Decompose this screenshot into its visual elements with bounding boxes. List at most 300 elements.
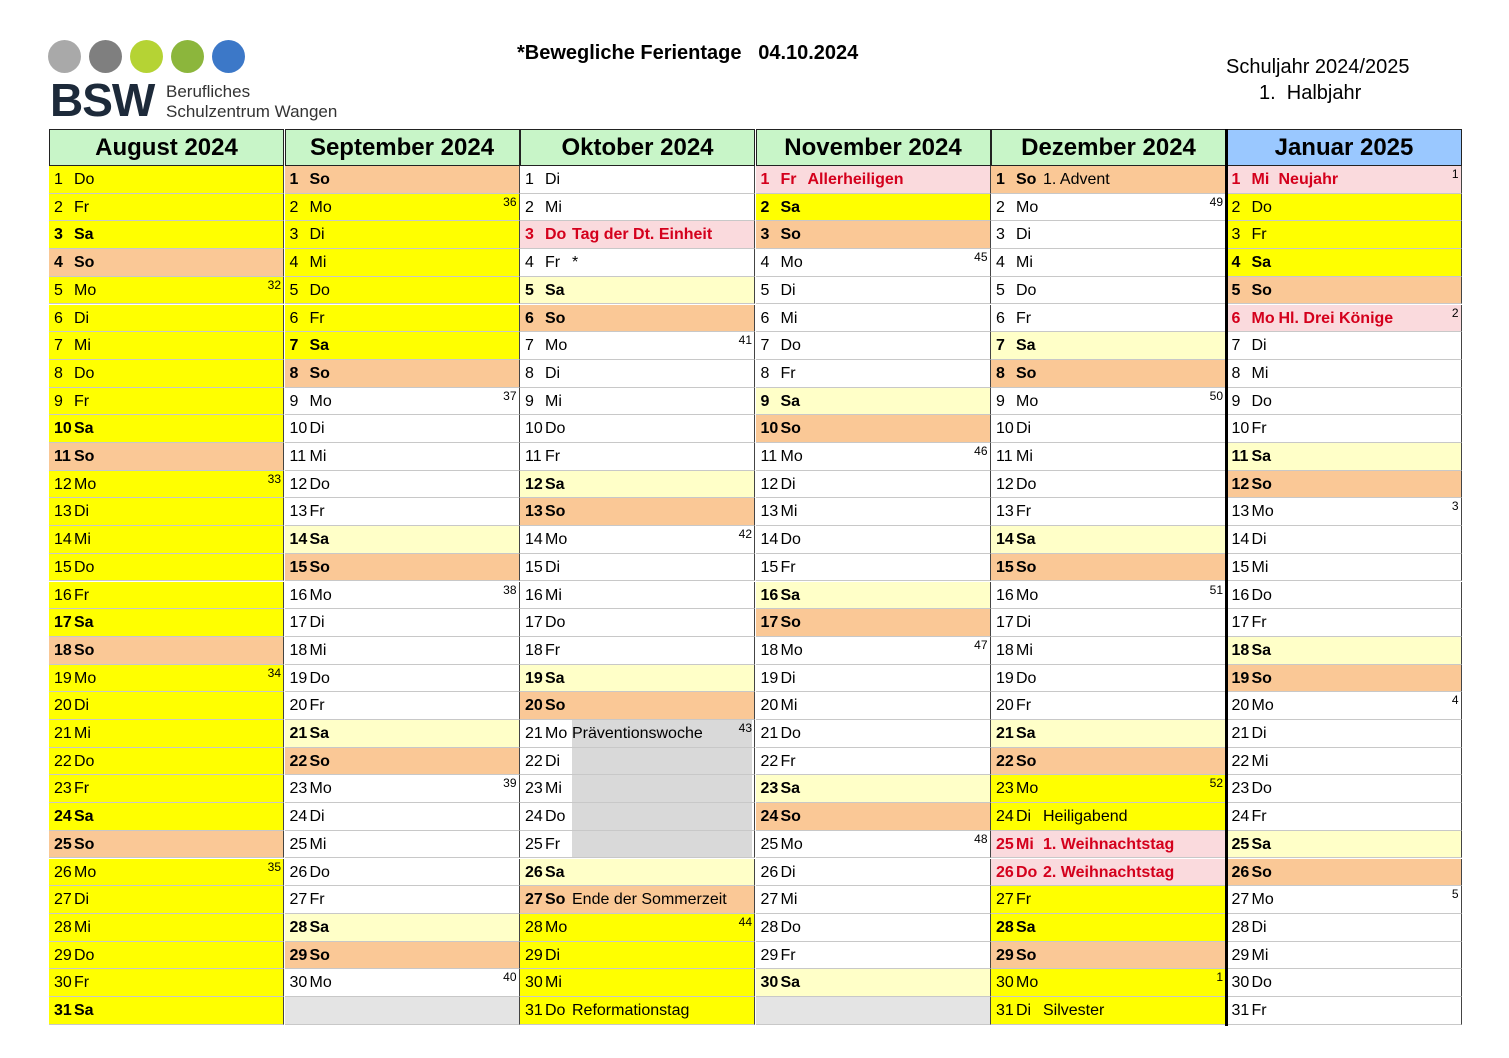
weekday: Do (74, 946, 95, 964)
day-number-weekday (996, 332, 1036, 359)
day-number: 10 (760, 420, 779, 438)
weekday: Do (1251, 780, 1272, 798)
day-number-weekday (54, 471, 96, 498)
calendar-week-number: 37 (503, 388, 517, 403)
weekday: So (309, 364, 330, 382)
logo-dot-3 (130, 40, 163, 73)
day-number-weekday (996, 526, 1036, 553)
day-number: 2 (289, 198, 299, 216)
day-number: 4 (54, 254, 63, 272)
day-cell (1227, 471, 1462, 499)
half-year-separator (1225, 129, 1228, 1026)
month-column (520, 129, 755, 1026)
weekday: Mo (1016, 586, 1039, 604)
day-number: 26 (289, 863, 308, 881)
day-cell (756, 443, 991, 471)
day-number: 15 (1231, 558, 1250, 576)
schuljahr-line2: 1. Halbjahr (1259, 82, 1362, 104)
day-label: Reformationstag (572, 1002, 690, 1019)
day-cell (991, 415, 1226, 443)
weekday: So (545, 503, 566, 521)
day-cell (285, 526, 520, 554)
day-number-weekday (1232, 388, 1272, 415)
day-number: 1 (1231, 171, 1241, 188)
day-number-weekday (290, 249, 327, 276)
day-cell (991, 388, 1226, 416)
day-number-weekday (996, 775, 1038, 802)
day-cell (991, 277, 1226, 305)
day-number: 10 (54, 420, 72, 438)
day-number-weekday (761, 249, 803, 276)
day-number: 8 (996, 364, 1005, 382)
day-cell (49, 942, 284, 970)
day-cell (285, 886, 520, 914)
day-number: 24 (996, 808, 1014, 826)
day-number: 9 (54, 392, 63, 410)
month-column (285, 129, 520, 1026)
day-cell (285, 471, 520, 499)
day-cell (991, 942, 1226, 970)
calendar-week-number: 38 (503, 582, 517, 597)
weekday: Mi (780, 697, 798, 715)
day-number: 3 (1231, 226, 1241, 244)
day-number-weekday (1232, 609, 1267, 636)
day-number: 20 (289, 697, 308, 715)
day-number-weekday (996, 166, 1036, 193)
weekday: So (780, 614, 801, 632)
day-number-weekday (525, 249, 560, 276)
day-cell (285, 775, 520, 803)
calendar-week-number: 51 (1209, 582, 1223, 597)
month-header: August 2024 (49, 129, 284, 166)
day-number: 6 (289, 309, 299, 327)
calendar-week-number: 42 (738, 527, 752, 542)
day-cell (285, 388, 520, 416)
weekday: Mo (545, 337, 568, 355)
day-number-weekday (290, 360, 330, 387)
day-number: 1 (525, 171, 534, 188)
weekday: Mi (74, 337, 91, 355)
day-number-weekday (525, 748, 560, 775)
day-cell (1227, 637, 1462, 665)
day-number: 18 (54, 641, 72, 659)
month-header: September 2024 (285, 129, 520, 166)
day-number: 24 (289, 808, 308, 826)
day-number: 18 (525, 641, 543, 659)
weekday: So (1016, 752, 1037, 770)
day-number: 21 (525, 725, 543, 742)
weekday: Di (1016, 420, 1032, 438)
day-cell (520, 388, 755, 416)
day-number: 15 (760, 558, 779, 576)
weekday: Sa (780, 392, 801, 410)
weekday: Mi (545, 974, 562, 992)
day-number-weekday (1232, 665, 1272, 692)
day-number-weekday (996, 443, 1033, 470)
weekday: Sa (545, 475, 565, 493)
day-cell (49, 277, 284, 305)
day-cell (49, 665, 284, 693)
day-number-weekday (54, 443, 94, 470)
day-number: 18 (760, 641, 779, 659)
day-cell (756, 692, 991, 720)
day-number-weekday (525, 305, 565, 332)
day-cell (991, 775, 1226, 803)
day-cell (285, 969, 520, 997)
day-cell (991, 969, 1226, 997)
calendar-grid (49, 129, 1462, 1026)
day-cell (49, 443, 284, 471)
day-cell (756, 471, 991, 499)
calendar-week-number: 47 (974, 637, 988, 652)
day-number: 19 (1231, 669, 1250, 687)
weekday: Sa (780, 780, 801, 798)
day-cell (1227, 582, 1462, 610)
day-number-weekday (1232, 969, 1272, 996)
praevention-band (572, 748, 752, 775)
day-number-weekday (761, 692, 798, 719)
day-number: 6 (996, 309, 1005, 327)
day-cell (991, 803, 1226, 831)
day-cell (1227, 166, 1462, 194)
day-number-weekday (54, 665, 96, 692)
day-cell (1227, 665, 1462, 693)
day-number-weekday (290, 942, 330, 969)
day-number: 5 (54, 281, 63, 299)
day-number-weekday (996, 886, 1031, 913)
calendar-week-number: 40 (503, 970, 517, 985)
day-number: 30 (1231, 974, 1250, 992)
day-number: 3 (289, 226, 299, 244)
day-cell (1227, 803, 1462, 831)
day-cell (49, 498, 284, 526)
day-number-weekday (761, 997, 781, 1024)
day-number: 16 (525, 586, 543, 604)
weekday: Sa (1251, 448, 1272, 465)
weekday: Mi (1016, 835, 1034, 853)
day-number: 4 (289, 254, 299, 272)
day-number-weekday (525, 415, 565, 442)
day-number: 17 (760, 614, 779, 632)
schuljahr-info (1226, 54, 1409, 106)
day-number-weekday (54, 637, 94, 664)
day-number: 9 (1231, 392, 1241, 410)
day-number: 23 (289, 780, 308, 798)
day-number-weekday (1232, 637, 1272, 664)
day-number: 16 (289, 586, 308, 604)
day-cell (285, 859, 520, 887)
day-number-weekday (761, 609, 801, 636)
day-number-weekday (761, 498, 798, 525)
day-number: 5 (1231, 281, 1241, 299)
day-number: 8 (54, 364, 63, 382)
day-number-weekday (1232, 582, 1272, 609)
day-cell (520, 360, 755, 388)
day-number-weekday (1232, 720, 1267, 747)
day-cell (285, 831, 520, 859)
day-label: Hl. Drei Könige (1278, 309, 1394, 327)
weekday: Sa (1016, 725, 1036, 742)
day-cell (49, 859, 284, 887)
day-cell (520, 277, 755, 305)
day-cell (49, 166, 284, 194)
logo-dot-1 (48, 40, 81, 73)
schuljahr-line1: Schuljahr 2024/2025 (1226, 56, 1410, 78)
day-number: 25 (1231, 835, 1250, 853)
day-cell (1227, 388, 1462, 416)
day-number-weekday (525, 775, 562, 802)
weekday: Fr (545, 448, 561, 465)
weekday: Di (1251, 531, 1267, 549)
calendar-week-number: 49 (1209, 194, 1223, 209)
day-cell (756, 194, 991, 222)
day-number-weekday (54, 997, 94, 1024)
weekday: Sa (74, 808, 94, 826)
day-cell (520, 831, 755, 859)
calendar-week-number: 34 (267, 665, 281, 680)
weekday: Di (1016, 808, 1032, 826)
weekday: Fr (1251, 226, 1267, 244)
weekday: Fr (1251, 614, 1267, 632)
day-cell (285, 415, 520, 443)
day-number: 5 (760, 281, 770, 299)
day-number-weekday (1232, 803, 1267, 830)
weekday: So (1016, 171, 1037, 188)
day-number: 18 (1231, 641, 1250, 659)
day-number-weekday (996, 637, 1033, 664)
day-cell (520, 471, 755, 499)
day-number: 26 (54, 863, 72, 881)
day-cell (1227, 443, 1462, 471)
calendar-week-number: 1 (1451, 167, 1459, 181)
day-label: Silvester (1043, 1002, 1105, 1019)
day-number-weekday (761, 166, 797, 193)
day-number-weekday (290, 443, 327, 470)
day-cell (285, 692, 520, 720)
day-cell (1227, 969, 1462, 997)
day-cell (49, 637, 284, 665)
weekday: Mi (1251, 171, 1270, 188)
weekday: Sa (780, 198, 801, 216)
day-number-weekday (1232, 748, 1269, 775)
day-number: 19 (760, 669, 779, 687)
day-number-weekday (761, 942, 796, 969)
day-number: 30 (289, 974, 308, 992)
day-number-weekday (525, 720, 567, 747)
weekday: Mi (1016, 254, 1033, 272)
day-number: 31 (1231, 1002, 1250, 1019)
day-number-weekday (525, 221, 566, 248)
day-number: 22 (1231, 752, 1250, 770)
day-cell (285, 914, 520, 942)
day-number-weekday (1232, 914, 1267, 941)
day-number-weekday (54, 803, 94, 830)
weekday: Fr (74, 780, 90, 798)
weekday: Fr (545, 835, 561, 853)
day-number-weekday (1232, 526, 1267, 553)
day-number-weekday (54, 554, 94, 581)
day-cell (1227, 221, 1462, 249)
day-number: 5 (525, 281, 534, 299)
day-number-weekday (525, 692, 565, 719)
day-label: Tag der Dt. Einheit (572, 226, 713, 244)
day-number-weekday (761, 665, 796, 692)
weekday: So (545, 891, 566, 909)
day-number-weekday (54, 388, 89, 415)
day-number: 27 (996, 891, 1014, 909)
day-number-weekday (761, 277, 796, 304)
day-number: 29 (525, 946, 543, 964)
day-number-weekday (290, 415, 325, 442)
weekday: Mo (74, 475, 97, 493)
day-cell (756, 775, 991, 803)
weekday: Di (545, 946, 561, 964)
day-number: 27 (289, 891, 308, 909)
day-cell (49, 582, 284, 610)
day-cell (520, 692, 755, 720)
day-number: 1 (289, 171, 299, 188)
day-number-weekday (1232, 332, 1267, 359)
calendar-week-number: 35 (267, 859, 281, 874)
day-cell (285, 997, 520, 1025)
day-number-weekday (525, 360, 560, 387)
day-number-weekday (1232, 443, 1272, 470)
day-cell (756, 388, 991, 416)
day-cell (520, 637, 755, 665)
day-cell (756, 803, 991, 831)
day-number: 22 (760, 752, 779, 770)
month-header: Oktober 2024 (520, 129, 755, 166)
weekday: Mo (1251, 697, 1274, 715)
day-number-weekday (54, 748, 94, 775)
day-cell (285, 665, 520, 693)
day-number: 27 (760, 891, 779, 909)
day-cell (756, 332, 991, 360)
day-label: 1. Advent (1043, 171, 1110, 188)
day-number-weekday (290, 692, 325, 719)
day-number: 9 (996, 392, 1005, 410)
day-number-weekday (54, 332, 91, 359)
weekday: Mo (1016, 198, 1039, 216)
weekday: Fr (780, 171, 797, 188)
weekday: So (780, 420, 801, 438)
day-number-weekday (525, 498, 565, 525)
weekday: Sa (1251, 254, 1272, 272)
day-number-weekday (996, 803, 1031, 830)
day-number: 19 (525, 669, 543, 687)
day-number-weekday (525, 526, 567, 553)
day-cell (991, 332, 1226, 360)
day-number: 26 (525, 863, 543, 881)
day-number: 24 (54, 808, 72, 826)
day-cell (991, 443, 1226, 471)
day-number: 25 (54, 835, 72, 853)
day-cell (991, 914, 1226, 942)
day-number: 11 (289, 448, 307, 465)
day-cell (756, 277, 991, 305)
weekday: Mi (74, 725, 91, 742)
day-cell (49, 969, 284, 997)
day-cell (1227, 526, 1462, 554)
day-cell (49, 748, 284, 776)
day-cell (756, 665, 991, 693)
weekday: Do (1251, 974, 1272, 992)
month-header: Januar 2025 (1227, 129, 1462, 166)
day-cell (756, 748, 991, 776)
day-number: 12 (289, 475, 308, 493)
day-number: 20 (996, 697, 1014, 715)
logo-dot-4 (171, 40, 204, 73)
day-number: 15 (525, 558, 543, 576)
day-label: Neujahr (1278, 171, 1339, 188)
day-number: 23 (760, 780, 779, 798)
day-cell (285, 166, 520, 194)
weekday: Mi (780, 891, 798, 909)
weekday: Di (309, 614, 325, 632)
day-number: 25 (289, 835, 308, 853)
day-number: 22 (996, 752, 1014, 770)
day-cell (520, 526, 755, 554)
day-cell (1227, 609, 1462, 637)
weekday: Mo (1016, 974, 1039, 992)
weekday: Do (780, 918, 801, 936)
day-number: 22 (525, 752, 543, 770)
day-number-weekday (996, 554, 1036, 581)
weekday: Fr (545, 641, 561, 659)
day-number-weekday (54, 415, 94, 442)
day-number-weekday (525, 277, 565, 304)
day-number-weekday (290, 914, 330, 941)
day-number: 15 (289, 558, 308, 576)
day-number: 15 (996, 558, 1014, 576)
day-cell (285, 609, 520, 637)
day-cell (49, 914, 284, 942)
day-number: 29 (996, 946, 1014, 964)
weekday: Fr (309, 891, 325, 909)
day-number: 9 (289, 392, 299, 410)
day-number: 24 (1231, 808, 1250, 826)
day-cell (49, 388, 284, 416)
weekday: Mo (1016, 780, 1039, 798)
day-number: 13 (289, 503, 308, 521)
day-number: 23 (525, 780, 543, 798)
weekday: Sa (74, 614, 94, 632)
weekday: Sa (1016, 918, 1036, 936)
weekday: So (309, 558, 330, 576)
day-number-weekday (1232, 194, 1272, 221)
day-cell (285, 194, 520, 222)
day-cell (49, 554, 284, 582)
day-cell (49, 692, 284, 720)
day-cell (1227, 360, 1462, 388)
day-number-weekday (761, 388, 801, 415)
day-number: 12 (996, 475, 1014, 493)
day-number: 13 (1231, 503, 1250, 521)
day-number-weekday (761, 332, 801, 359)
weekday: Mo (545, 918, 568, 936)
day-number: 14 (996, 531, 1014, 549)
logo-dot-2 (89, 40, 122, 73)
calendar-week-number: 48 (974, 831, 988, 846)
weekday: Mo (309, 780, 332, 798)
day-number: 28 (996, 918, 1014, 936)
day-number-weekday (996, 609, 1031, 636)
day-number-weekday (54, 720, 91, 747)
calendar-week-number: 39 (503, 776, 517, 791)
weekday: Do (74, 364, 95, 382)
day-number-weekday (996, 582, 1038, 609)
weekday: Fr (1016, 309, 1032, 327)
